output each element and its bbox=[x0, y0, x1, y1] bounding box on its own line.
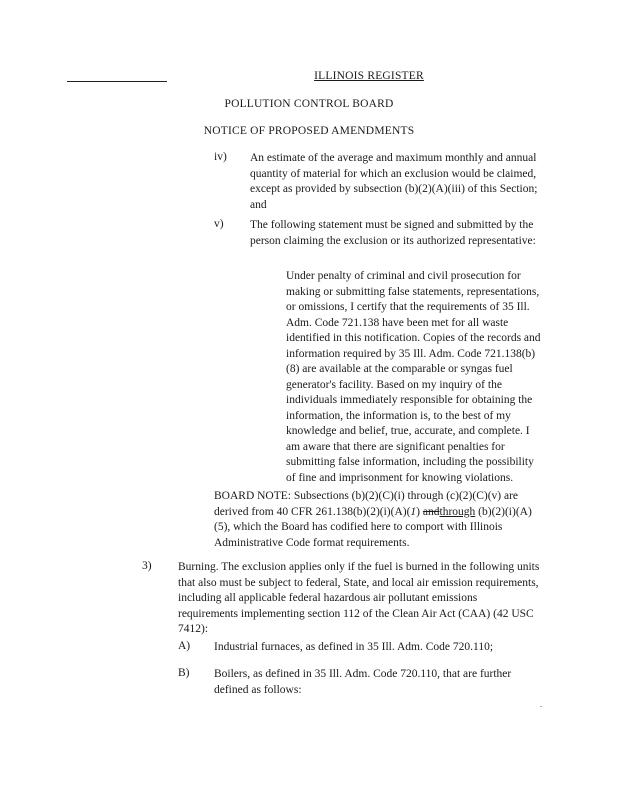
item-v-text: The following statement must be signed and submitted by the person claiming the exclusion or its authorized representative: bbox=[250, 219, 536, 247]
item-b-text: Boilers, as defined in 35 Ill. Adm. Code 720.110, that are further defined as follows: bbox=[214, 668, 512, 696]
stray-mark: . bbox=[540, 700, 542, 709]
item-3-text: Burning. The exclusion applies only if the fuel is burned in the following units that also must be subject to federal, State, and local air emission requirements, including all applicable federal hazardous air pollutant emissions requirements implementing section 112 of the Clean Air Act (CAA) (42 USC 7412): bbox=[178, 561, 540, 635]
board-note bbox=[214, 489, 544, 551]
item-iv-text: An estimate of the average and maximum monthly and annual quantity of material for which an exclusion would be claimed, except as provided by subsection (b)(2)(A)(iii) of this Section; and bbox=[250, 152, 538, 211]
certification-statement: Under penalty of criminal and civil prosecution for making or submitting false statements, representations, or omissions, I certify that the requirements of 35 Ill. Adm. Code 721.138 have been met for all waste identified in this notification. Copies of the records and information required by 35 Ill. Adm. Code 721.138(b)(8) are available at the comparable or syngas fuel generator's facility. Based on my inquiry of the individuals immediately responsible for obtaining the information, the information is, to the best of my knowledge and belief, true, accurate, and complete. I am aware that there are significant penalties for submitting false information, including the possibility of fine and imprisonment for knowing violations. bbox=[286, 270, 541, 484]
item-a-text: Industrial furnaces, as defined in 35 Ill. Adm. Code 720.110; bbox=[214, 641, 494, 653]
board-note-italic: 1 bbox=[410, 505, 417, 518]
board-note-part3: (b)(2)(i)(A)(5), which the Board has codified here to comport with Illinois Administrative Code format requirements. bbox=[214, 505, 532, 549]
board-note-inserted: through bbox=[439, 505, 476, 518]
item-a-marker: A) bbox=[178, 640, 191, 652]
item-iv-marker: iv) bbox=[214, 151, 227, 163]
board-note-part2: ) bbox=[416, 505, 423, 518]
board-note-deleted: and bbox=[422, 505, 440, 518]
register-title: ILLINOIS REGISTER bbox=[314, 70, 424, 82]
board-title: POLLUTION CONTROL BOARD bbox=[224, 98, 394, 110]
item-v-marker: v) bbox=[214, 218, 224, 230]
item-3-marker: 3) bbox=[142, 560, 152, 572]
board-note-part1: BOARD NOTE: Subsections (b)(2)(C)(i) through (c)(2)(C)(v) are derived from 40 CFR 261.138(b)(2)(i)(A)( bbox=[214, 490, 519, 518]
item-b-marker: B) bbox=[178, 667, 190, 679]
notice-title: NOTICE OF PROPOSED AMENDMENTS bbox=[203, 125, 415, 137]
